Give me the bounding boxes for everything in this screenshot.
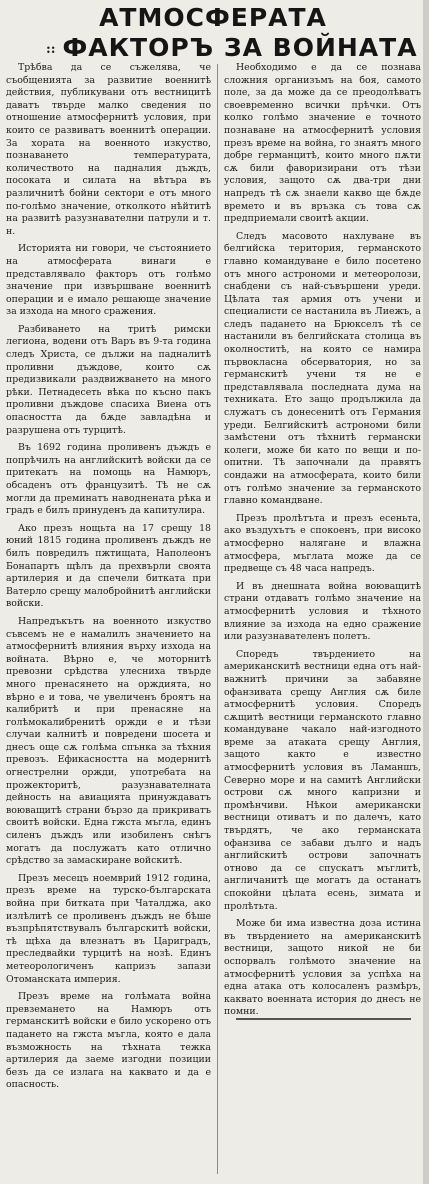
paragraph: Напредъкътъ на военното изкуство съвсемъ не е намалилъ значението на атмосфернитѣ влияния върху изхода на войната. Вѣрно е, че моторнитѣ превозни срѣдства улесниха твърде много пренасянето на орждията, но вѣрно е и това, че увеличенъ броятъ на калибритѣ и при пренасяне на голѣмокалибренитѣ оржди е и тѣзи случаи калнитѣ и повредени шосета и днесъ още сѫ голѣма спънка за тѣхния превозъ. Ефикасността на модернитѣ огнестрелни оржди, употребата на прожекторитѣ, разузнавателната дейность на авиацията принуждаватъ воюващитѣ страни бързо да прикриватъ своитѣ войски. Една гжста мъгла, единъ силенъ дъждъ или изобиленъ снѣгъ могатъ да послужатъ като отлично срѣдство за замаскиране войскитѣ. [6, 615, 211, 867]
paragraph: Ако презъ нощьта на 17 срещу 18 юний 1815 година проливенъ дъждъ не билъ повредилъ пжтищата, Наполеонъ Бонапартъ щѣлъ да прехвърли своята артилерия и да спечели битката при Ватерло срещу малобройнитѣ английски войски. [6, 522, 211, 610]
paragraph: Историята ни говори, че състоянието на атмосферата винаги е представлявало факторъ отъ голѣмо значение при извършване военнитѣ операции и е имало решающе значение за изхода на много сражения. [6, 243, 211, 318]
column-divider [217, 64, 218, 1174]
paragraph: Разбиването на тритѣ римски легиона, водени отъ Варъ въ 9-та година следъ Христа, се дължи на падналитѣ проливни дъждове, които сѫ предизвикали раздвижването на много рѣки. Петнадесеть вѣка по късно пакъ проливни дъждове спасиха Виена отъ опасността да бѫде завладѣна и разрушена отъ турцитѣ. [6, 323, 211, 436]
headline-ornament: :: [46, 42, 56, 57]
headline-line-1: АТМОСФЕРАТА [99, 3, 327, 32]
paragraph: Презъ месецъ ноемврий 1912 година, презъ време на турско-българската война при битката при Чаталджа, ако излѣлитѣ се проливенъ дъждъ не бѣше възпрѣпятствувалъ българскитѣ войски, тѣ щѣха да влезнатъ въ Цариградъ, преследвайки турцитѣ на нозѣ. Единъ метеорологиченъ капризъ запази Отоманската империя. [6, 872, 211, 985]
paragraph: И въ днешната война воюващитѣ страни отдаватъ голѣмо значение на атмосфернитѣ условия и тѣхното влияние за изхода на едно сражение или разузнавателенъ полетъ. [224, 580, 421, 643]
paragraph: Трѣбва да се съжелява, че съобщенията за развитие военнитѣ действия, публикувани отъ вестницитѣ даватъ твърде малко сведения по отношение атмосфернитѣ условия, при които се развиватъ военнитѣ операции. За хората на военното изкуство, познаването температурата, количеството на падналия дъждъ, посоката и силата на вѣтъра въ различнитѣ бойни сектори е отъ много по-голѣмо значение, отколкото нѣйтитѣ на развитѣ разузнавателни патрули и т. н. [6, 62, 211, 237]
paragraph: Споредъ твърдението на американскитѣ вестници една отъ най-важнитѣ причини за забавяне офанзивата срещу Англия сѫ билe атмосфернитѣ условия. Споредъ сѫщитѣ вестници германското главно командуване чакало най-изгодното време за атаката срещу Англия, защото както е известно атмосфернитѣ условия въ Ламаншъ, Северно море и на самитѣ Английски острови сѫ много капризни и промѣнчиви. Нѣкои американски вестници отиватъ и по далечъ, като твърдятъ, че ако германската офанзива се забави дълго и надъ английскитѣ острови започнатъ отново да се спускатъ мъглитѣ, англичанитѣ ще могатъ да останатъ спокойни цѣлата есень, зимата и пролѣтьта. [224, 648, 421, 912]
paragraph: Презъ пролѣтъта и презъ есеньта, ако въздухътъ е спокоенъ, при високо атмосферно налягане и влажна атмосфера, мъглата може да се предвеще съ 48 часа напредъ. [224, 512, 421, 575]
paragraph: Следъ масовото нахлуване въ белгийска територия, германското главно командуване е било посетено отъ много астрономи и метеоролози, снабдени съ най-съвършени уреди. Цѣлата тая армия отъ учени и специалисти се настанила въ Лиежъ, а следъ падането на Брюкселъ тѣ се настанили въ белгийската столица въ околноститѣ, на която се намира първокласна обсерватория, но за германскитѣ учени тя не е представлявала последната дума на техниката. Ето защо продължила да служатъ съ донесенитѣ отъ Германия уреди. Белгийскитѣ астрономи били замѣстени отъ тѣхнитѣ германски колеги, може би като по вещи и по-опитни. Тѣ започнали да правятъ сондажи на атмосферата, които били отъ голѣмо значение за германското главно командване. [224, 230, 421, 507]
paragraph: Въ 1692 година проливенъ дъждъ е попрѣчилъ на английскитѣ войски да се притекатъ на помощь на Намюръ, обсаденъ отъ французитѣ. Тѣ не сѫ могли да преминатъ наводнената рѣка и градъ е билъ принуденъ да капитулира. [6, 442, 211, 517]
headline-line-2: ФАКТОРЪ ЗА ВОЙНАТА [62, 33, 418, 62]
paragraph: Може би има известна доза истина въ твърдението на американскитѣ вестници, защото никой не би оспорвалъ голѣмото значение на атмосфернитѣ условия за успѣха на една атака отъ колосаленъ размѣръ, каквато военната история до днесъ не помни. [224, 918, 421, 1018]
left-column [6, 62, 211, 1178]
paragraph: Необходимо е да се познава сложния организъмъ на боя, самото поле, за да може да се преодолѣватъ своевременно всички прѣчки. Отъ колко голѣмо значение е точното познаване на атмосфернитѣ условия презъ време на война, го знаятъ много добре германцитѣ, които много пѫти сѫ били фаворизирани отъ тѣзи условия, защото сѫ два-три дни напредъ тѣ сѫ знаели какво ще бѫде времето и въ връзка съ това сѫ предприемали своитѣ акции. [224, 62, 421, 225]
page-edge [423, 0, 429, 1184]
article-end-rule [236, 1018, 411, 1020]
right-column [224, 62, 421, 1018]
paragraph: Презъ време на голѣмата война превземането на Намюръ отъ германскитѣ войски е било ускорено отъ падането на гжста мъгла, която е дала възможность на тѣхната тежка артилерия да заеме изгодни позиции безъ да се излага на каквато и да е опасность. [6, 991, 211, 1091]
